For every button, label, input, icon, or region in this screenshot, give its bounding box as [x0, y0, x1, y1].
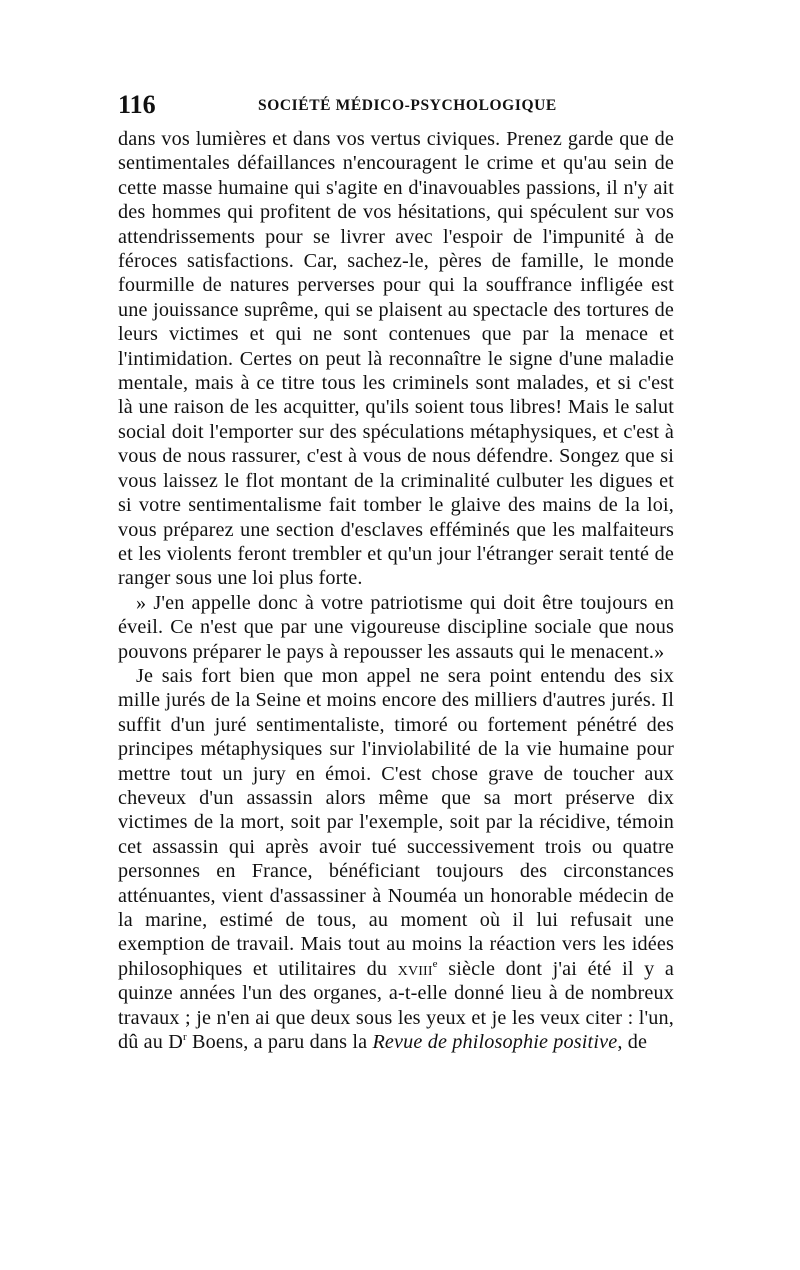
page-number: 116 [118, 90, 156, 119]
paragraph-2: » J'en appelle donc à votre patriotisme qui doit être toujours en éveil. Ce n'est que par une vigoureuse discipline sociale que nous pouvons préparer le pays à repousser les assauts qui le menacent.» [118, 591, 674, 663]
body-text [118, 127, 674, 1054]
paragraph-3 [118, 664, 674, 1055]
paragraph-3-middle: siècle dont j'ai été il y a quinze années l'un des organes, a-t-elle donné lieu à de nombreux travaux ; je n'en ai que deux sous les yeux et je les veux citer : l'un, dû au D [118, 957, 674, 1054]
paragraph-3-start: Je sais fort bien que mon appel ne sera point entendu des six mille jurés de la Seine et moins encore des milliers d'autres jurés. Il suffit d'un juré sentimentaliste, timoré ou fortement pénétré des principes métaphysiques sur l'inviolabilité de la vie humaine pour mettre tout un jury en émoi. C'est chose grave de toucher aux cheveux d'un assassin alors même que sa mort préserve dix victimes de la mort, soit par l'exemple, soit par la récidive, témoin cet assassin qui après avoir tué successivement trois ou quatre personnes en France, bénéficiant toujours des circonstances atténuantes, vient d'assassiner à Nouméa un honorable médecin de la marine, estimé de tous, au moment où il lui refusait une exemption de travail. Mais tout au moins la réaction vers les idées philosophiques et utilitaires du [118, 664, 674, 980]
century-superscript: e [432, 957, 438, 970]
paragraph-1: dans vos lumières et dans vos vertus civiques. Prenez garde que de sentimentales défaillances n'encouragent le crime et qu'au sein de cette masse humaine qui s'agite en d'inavouables passions, il n'y ait des hommes qui profitent de vos hésitations, qui spéculent sur vos attendrissements pour se livrer avec l'espoir de l'impunité à de féroces satisfactions. Car, sachez-le, pères de famille, le monde fourmille de natures perverses pour qui la souffrance infligée est une jouissance suprême, qui se plaisent au spectacle des tortures de leurs victimes et qui ne sont contenues que par la menace et l'intimidation. Certes on peut là reconnaître le signe d'une maladie mentale, mais à ce titre tous les criminels sont malades, et si c'est là une raison de les acquitter, qu'ils soient tous libres! Mais le salut social doit l'emporter sur des spéculations métaphysiques, et c'est à vous de nous rassurer, c'est à vous de nous défendre. Songez que si vous laissez le flot montant de la criminalité culbuter les digues et si votre sentimentalisme fait tomber le glaive des mains de la loi, vous préparez une section d'esclaves efféminés que les malfaiteurs et les violents feront trembler et qu'un jour l'étranger serait tenté de ranger sous une loi plus forte. [118, 128, 674, 590]
doctor-superscript: r [182, 1031, 187, 1044]
paragraph-3-end: , de [617, 1031, 648, 1054]
page-header [118, 92, 678, 118]
century-numeral: xviii [397, 957, 433, 980]
paragraph-3-after-doctor: Boens, a paru dans la [186, 1031, 373, 1054]
running-head: SOCIÉTÉ MÉDICO-PSYCHOLOGIQUE [258, 97, 557, 114]
journal-title: Revue de philosophie positive [372, 1031, 618, 1054]
